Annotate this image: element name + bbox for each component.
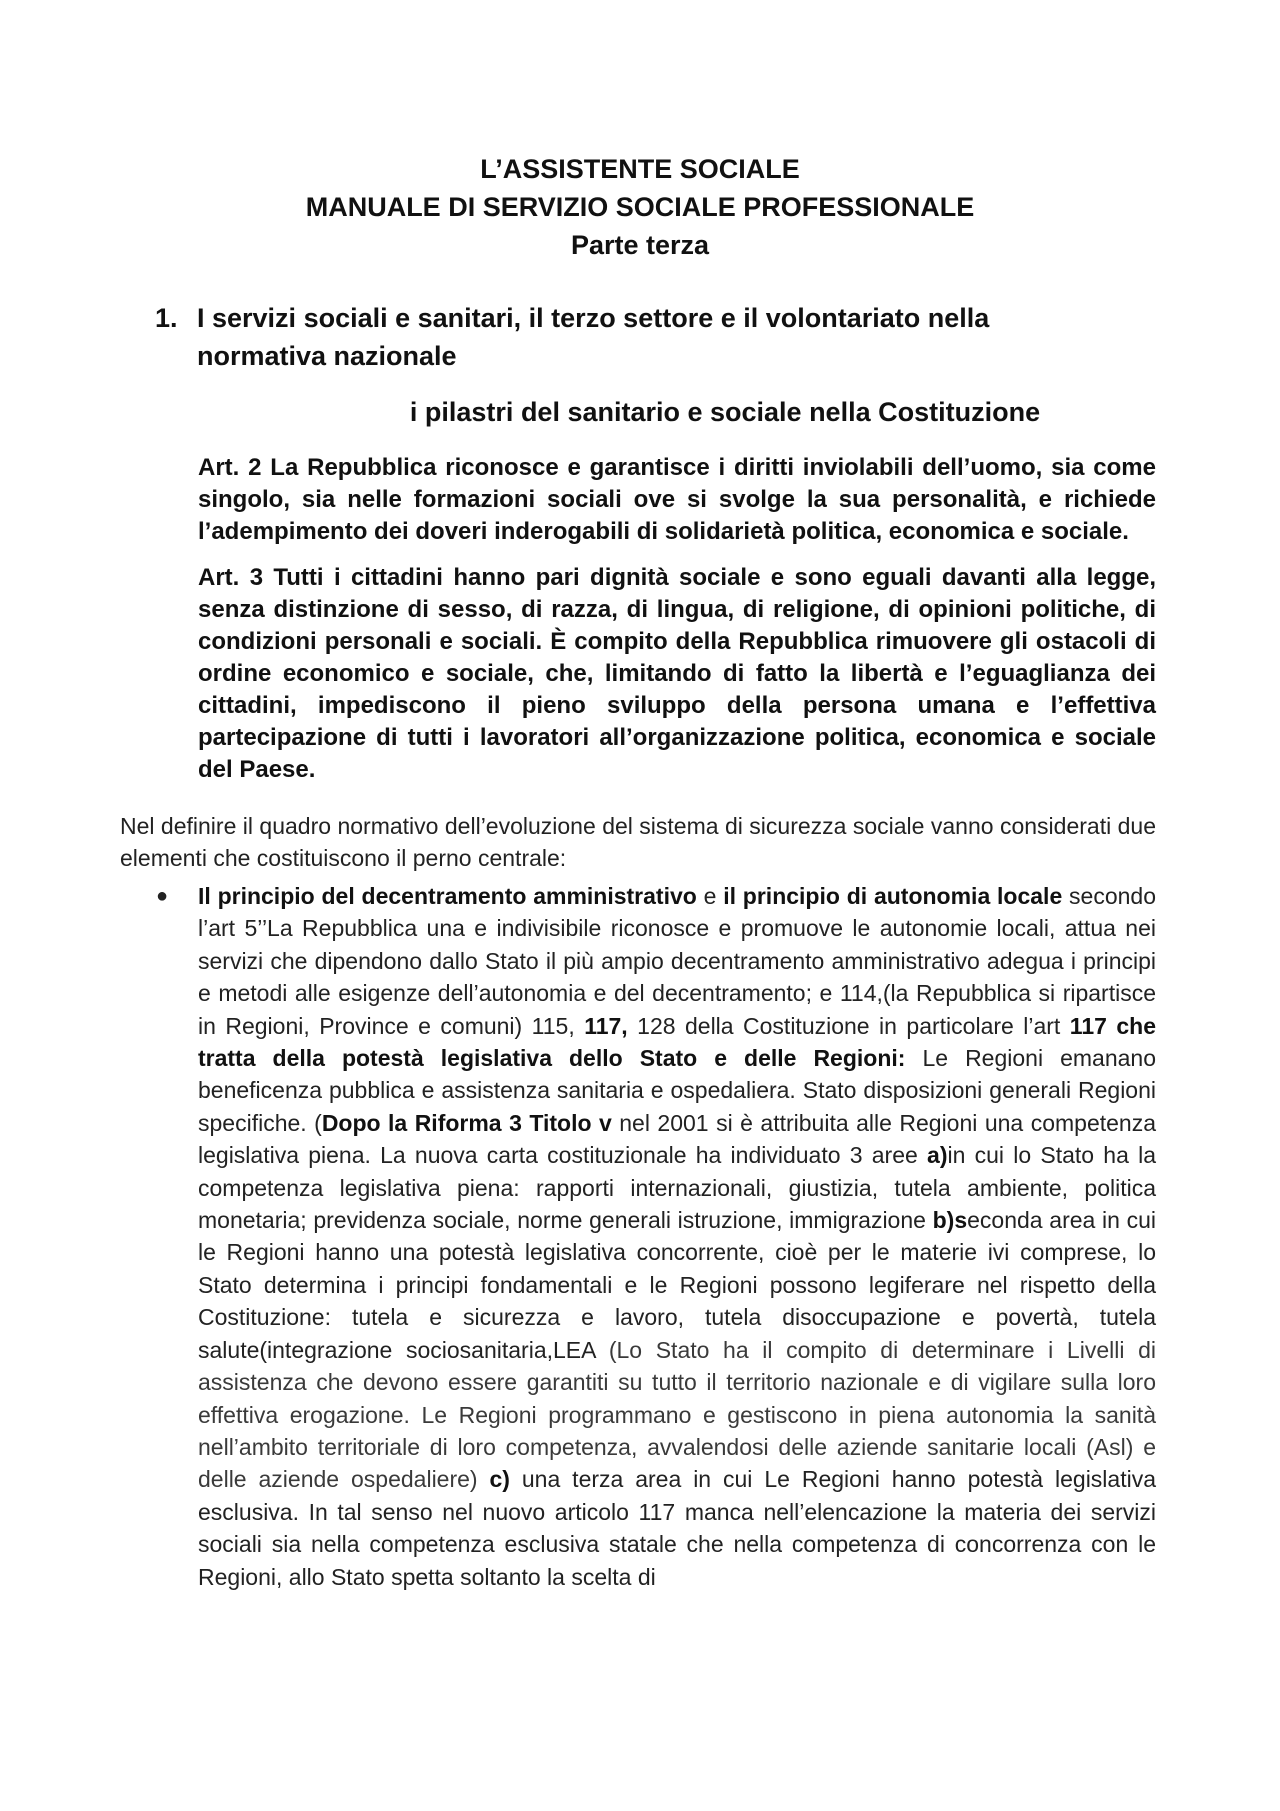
bullet-text: nel 2001 si è attribuita alle Regioni una competenza legislativa piena. La nuova carta costituzionale ha individuato 3 aree (198, 1109, 1156, 1169)
article-3: Art. 3 Tutti i cittadini hanno pari dignità sociale e sono eguali davanti alla legge, senza distinzione di sesso, di razza, di lingua, di religione, di opinioni politiche, di condizioni personali e sociali. È compito della Repubblica rimuovere gli ostacoli di ordine economico e sociale, che, limitando di fatto la libertà e l’eguaglianza dei cittadini, impediscono il pieno sviluppo della persona umana e l’effettiva partecipazione di tutti i lavoratori all’organizzazione politica, economica e sociale del Paese. (198, 564, 1156, 783)
bullet-icon: ● (156, 885, 169, 907)
bullet-text (478, 1466, 490, 1492)
bullet-text: e (696, 883, 724, 909)
subheading: i pilastri del sanitario e sociale nella Costituzione (409, 397, 1041, 427)
list-item (150, 880, 1156, 1593)
bullet-text: una terza area in cui Le Regioni hanno potestà legislativa esclusiva. In tal senso nel nuovo articolo 117 manca nell’elencazione la materia dei servizi sociali sia nella competenza esclusiva statale che nella competenza di concorrenza con le Regioni, allo Stato spetta soltanto la scelta di (198, 1466, 1156, 1590)
title-line-1: L’ASSISTENTE SOCIALE (480, 154, 800, 184)
bullet-bold-text: 117, (584, 1012, 628, 1039)
document-title (0, 150, 1280, 264)
intro-paragraph (120, 810, 1156, 874)
bullet-text: secondo l’art 5’’La Repubblica una e indivisibile riconosce e promuove le autonomie locali, attua nei servizi che dipendono dallo Stato il più ampio decentramento amministrativo adegua i principi e metodi alle esigenze dell’autonomia e del decentramento; e 114,(la Repubblica si ripartisce in Regioni, Province e comuni) 115, (198, 883, 1157, 1039)
intro-text: Nel definire il quadro normativo dell’evoluzione del sistema di sicurezza sociale vanno considerati due elementi che costituiscono il perno centrale: (120, 813, 1156, 871)
title-line-2: MANUALE DI SERVIZIO SOCIALE PROFESSIONALE (305, 192, 975, 222)
bullet-bold-text: c) (489, 1466, 510, 1493)
bullet-bold-text: 117 che tratta della potestà legislativa dello Stato e delle Regioni: (198, 1012, 1156, 1072)
section-number: 1. (155, 303, 178, 333)
article-2: Art. 2 La Repubblica riconosce e garantisce i diritti inviolabili dell’uomo, sia come singolo, sia nelle formazioni sociali ove si svolge la sua personalità, e richiede l’adempimento dei doveri inderogabili di solidarietà politica, economica e sociale. (198, 454, 1156, 545)
bullet-quoted-text: (Lo Stato ha il compito di determinare i Livelli di assistenza che devono essere garantiti su tutto il territorio nazionale e di vigilare sulla loro effettiva erogazione. Le Regioni programmano e gestiscono in piena autonomia la sanità nell’ambito territoriale di loro competenza, avvalendosi delle aziende sanitarie locali (Asl) e delle aziende ospedaliere) (198, 1336, 1156, 1493)
bullet-bold-text: b)s (932, 1207, 968, 1234)
bullet-bold-text: Dopo la Riforma 3 Titolo v (321, 1109, 612, 1136)
bullet-bold-text: il principio di autonomia locale (723, 883, 1063, 909)
bullet-text: econda area in cui le Regioni hanno una potestà legislativa concorrente, cioè per le materie ivi comprese, lo Stato determina i principi fondamentali e le Regioni possono legiferare nel rispetto della Costituzione: tutela e sicurezza e lavoro, tutela disoccupazione e povertà, tutela salute(integrazione sociosanitaria,LEA (198, 1207, 1156, 1363)
bullet-text: Le Regioni emanano beneficenza pubblica e assistenza sanitaria e ospedaliera. Stato disposizioni generali Regioni specifiche. ( (198, 1045, 1156, 1136)
bullet-text: 128 della Costituzione in particolare l’art (627, 1012, 1070, 1039)
bullet-bold-text: a) (927, 1142, 948, 1169)
section-title: I servizi sociali e sanitari, il terzo settore e il volontariato nella normativa nazionale (197, 303, 990, 371)
constitution-articles (198, 452, 1156, 800)
bullet-text: in cui lo Stato ha la competenza legislativa piena: rapporti internazionali, giustizia, tutela ambiente, politica monetaria; previdenza sociale, norme generali istruzione, immigrazione (198, 1142, 1156, 1234)
title-line-3: Parte terza (570, 230, 710, 260)
bullet-list (150, 880, 1156, 1593)
bullet-bold-text: Il principio del decentramento amministrativo (198, 883, 697, 909)
